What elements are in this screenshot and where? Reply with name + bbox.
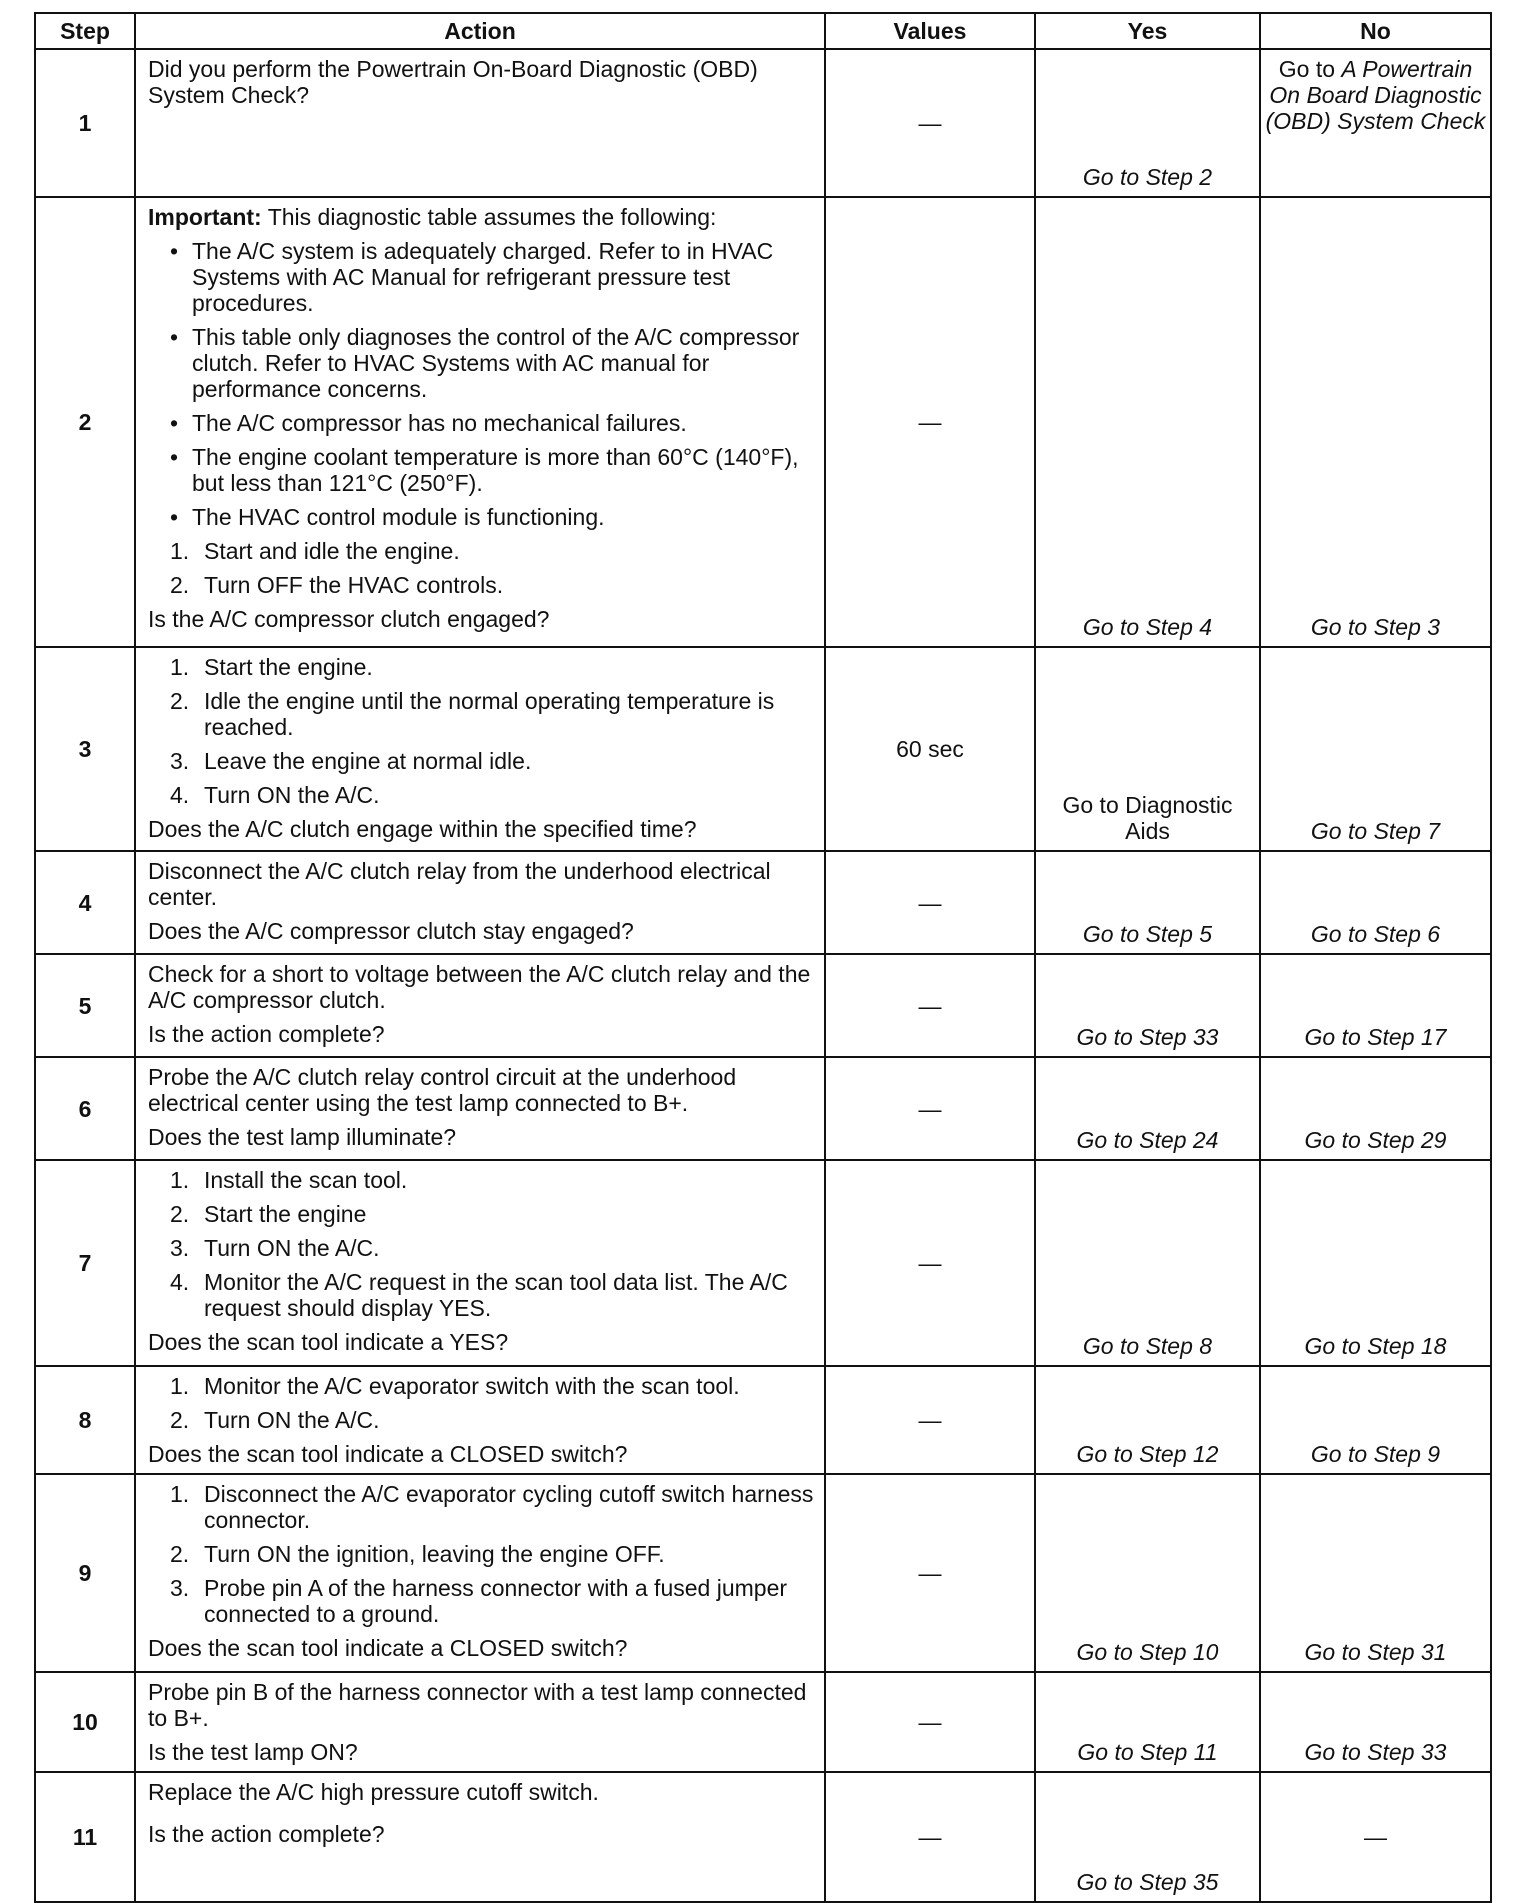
action-cell xyxy=(135,197,825,647)
yes-cell xyxy=(1035,851,1260,954)
question-text: Does the scan tool indicate a YES? xyxy=(148,1329,509,1355)
action-text: Check for a short to voltage between the A/C clutch relay and the A/C compressor clutch. xyxy=(148,961,811,1013)
yes-cell xyxy=(1035,1160,1260,1366)
action-cell xyxy=(135,1057,825,1160)
list-item: 1. Install the scan tool. xyxy=(170,1167,408,1193)
header-step: Step xyxy=(35,13,135,49)
yes-cell xyxy=(1035,1057,1260,1160)
list-item: • The HVAC control module is functioning. xyxy=(148,504,816,530)
values-cell: — xyxy=(825,1772,1035,1902)
step-number: 6 xyxy=(35,1057,135,1160)
yes-cell xyxy=(1035,1474,1260,1672)
question-text: Is the test lamp ON? xyxy=(148,1739,358,1765)
no-link[interactable]: Go to Step 9 xyxy=(1310,1441,1441,1467)
yes-link[interactable]: Go to Step 33 xyxy=(1076,1024,1219,1050)
list-item: 2. Turn ON the ignition, leaving the engine OFF. xyxy=(170,1541,665,1567)
no-cell: — xyxy=(1260,1772,1491,1902)
header-values: Values xyxy=(825,13,1035,49)
yes-cell xyxy=(1035,197,1260,647)
step-number: 9 xyxy=(35,1474,135,1672)
action-cell xyxy=(135,1366,825,1474)
step-number: 10 xyxy=(35,1672,135,1772)
step-number: 5 xyxy=(35,954,135,1057)
table-row xyxy=(35,851,1491,954)
list-item: • The A/C compressor has no mechanical failures. xyxy=(148,410,816,436)
procedure-list xyxy=(148,1167,816,1321)
list-item: 2. Idle the engine until the normal operating temperature is reached. xyxy=(170,688,775,740)
question-text: Does the scan tool indicate a CLOSED switch? xyxy=(148,1441,628,1467)
yes-cell xyxy=(1035,1772,1260,1902)
no-link[interactable]: Go to Step 17 xyxy=(1304,1024,1447,1050)
important-label: Important: xyxy=(148,204,262,230)
no-cell xyxy=(1260,647,1491,851)
list-item: 2. Turn ON the A/C. xyxy=(170,1407,380,1433)
important-text: This diagnostic table assumes the following: xyxy=(267,204,717,230)
table-row xyxy=(35,1366,1491,1474)
no-link[interactable]: Go to Step 31 xyxy=(1304,1639,1447,1665)
no-cell xyxy=(1260,851,1491,954)
list-item: 3. Turn ON the A/C. xyxy=(170,1235,380,1261)
no-link[interactable]: A Powertrain On Board Diagnostic (OBD) System Check xyxy=(1265,56,1486,134)
values-cell: — xyxy=(825,1366,1035,1474)
procedure-list xyxy=(148,538,816,598)
yes-link[interactable]: Go to Step 8 xyxy=(1082,1333,1213,1359)
table-row xyxy=(35,1672,1491,1772)
important-note xyxy=(148,204,816,230)
question-text: Does the scan tool indicate a CLOSED switch? xyxy=(148,1635,628,1661)
action-cell xyxy=(135,851,825,954)
yes-link[interactable]: Go to Step 5 xyxy=(1082,921,1213,947)
action-cell xyxy=(135,1772,825,1902)
values-cell: — xyxy=(825,851,1035,954)
table-row xyxy=(35,1474,1491,1672)
values-cell: — xyxy=(825,954,1035,1057)
list-item: 1. Monitor the A/C evaporator switch with the scan tool. xyxy=(170,1373,740,1399)
diagnostic-table xyxy=(34,12,1492,1903)
yes-link[interactable]: Go to Step 4 xyxy=(1082,614,1213,640)
yes-link[interactable]: Go to Diagnostic Aids xyxy=(1062,792,1233,844)
table-row xyxy=(35,647,1491,851)
action-cell xyxy=(135,1672,825,1772)
values-cell: — xyxy=(825,1160,1035,1366)
no-cell xyxy=(1260,1672,1491,1772)
question-text: Is the A/C compressor clutch engaged? xyxy=(148,606,550,632)
list-item: 4. Turn ON the A/C. xyxy=(170,782,380,808)
question-text: Is the action complete? xyxy=(148,1821,385,1847)
list-item: 2. Turn OFF the HVAC controls. xyxy=(170,572,504,598)
yes-link[interactable]: Go to Step 10 xyxy=(1076,1639,1219,1665)
procedure-list xyxy=(148,1373,816,1433)
action-text: Did you perform the Powertrain On-Board Diagnostic (OBD) System Check? xyxy=(148,56,758,108)
list-item: 1. Disconnect the A/C evaporator cycling cutoff switch harness connector. xyxy=(170,1481,814,1533)
list-item: 3. Leave the engine at normal idle. xyxy=(170,748,532,774)
no-cell xyxy=(1260,1057,1491,1160)
table-row xyxy=(35,954,1491,1057)
question-text: Does the A/C compressor clutch stay engaged? xyxy=(148,918,634,944)
table-row xyxy=(35,1057,1491,1160)
list-item: 1. Start the engine. xyxy=(170,654,373,680)
no-cell xyxy=(1260,954,1491,1057)
no-link[interactable]: Go to Step 33 xyxy=(1304,1739,1447,1765)
action-text: Disconnect the A/C clutch relay from the underhood electrical center. xyxy=(148,858,771,910)
list-item: • This table only diagnoses the control of the A/C compressor clutch. Refer to HVAC Systems with AC manual for performance concerns. xyxy=(148,324,816,402)
yes-link[interactable]: Go to Step 2 xyxy=(1082,164,1213,190)
no-link[interactable]: Go to Step 7 xyxy=(1310,818,1441,844)
no-link[interactable]: Go to Step 6 xyxy=(1310,921,1441,947)
no-cell xyxy=(1260,197,1491,647)
step-number: 4 xyxy=(35,851,135,954)
question-text: Does the test lamp illuminate? xyxy=(148,1124,457,1150)
step-number: 2 xyxy=(35,197,135,647)
header-yes: Yes xyxy=(1035,13,1260,49)
no-cell xyxy=(1260,1366,1491,1474)
values-cell: — xyxy=(825,197,1035,647)
procedure-list xyxy=(148,654,816,808)
step-number: 7 xyxy=(35,1160,135,1366)
action-cell xyxy=(135,1474,825,1672)
values-cell: — xyxy=(825,1672,1035,1772)
list-item: 2. Start the engine xyxy=(170,1201,367,1227)
yes-cell xyxy=(1035,49,1260,197)
no-cell xyxy=(1260,1474,1491,1672)
action-cell xyxy=(135,647,825,851)
yes-link[interactable]: Go to Step 11 xyxy=(1077,1739,1218,1765)
yes-cell xyxy=(1035,647,1260,851)
table-row xyxy=(35,49,1491,197)
no-cell xyxy=(1260,1160,1491,1366)
step-number: 1 xyxy=(35,49,135,197)
action-cell xyxy=(135,1160,825,1366)
action-text: Probe pin B of the harness connector with a test lamp connected to B+. xyxy=(148,1679,807,1731)
header-no: No xyxy=(1260,13,1491,49)
header-action: Action xyxy=(135,13,825,49)
diagnostic-table-container xyxy=(34,12,1490,1903)
values-cell: — xyxy=(825,1474,1035,1672)
action-cell xyxy=(135,49,825,197)
step-number: 3 xyxy=(35,647,135,851)
yes-cell xyxy=(1035,954,1260,1057)
procedure-list xyxy=(148,1481,816,1627)
yes-link[interactable]: Go to Step 35 xyxy=(1076,1869,1219,1895)
yes-cell xyxy=(1035,1672,1260,1772)
yes-cell xyxy=(1035,1366,1260,1474)
table-row xyxy=(35,1160,1491,1366)
action-text: Probe the A/C clutch relay control circuit at the underhood electrical center using the test lamp connected to B+. xyxy=(148,1064,737,1116)
list-item: 4. Monitor the A/C request in the scan tool data list. The A/C request should display YES. xyxy=(170,1269,788,1321)
no-link[interactable]: Go to Step 18 xyxy=(1304,1333,1447,1359)
action-cell xyxy=(135,954,825,1057)
list-item: • The engine coolant temperature is more than 60°C (140°F), but less than 121°C (250°F). xyxy=(148,444,816,496)
header-row xyxy=(35,13,1491,49)
no-prefix: Go to xyxy=(1278,56,1336,82)
list-item: 3. Probe pin A of the harness connector with a fused jumper connected to a ground. xyxy=(170,1575,788,1627)
action-text: Replace the A/C high pressure cutoff switch. xyxy=(148,1779,599,1805)
step-number: 8 xyxy=(35,1366,135,1474)
question-text: Does the A/C clutch engage within the specified time? xyxy=(148,816,697,842)
table-row xyxy=(35,197,1491,647)
step-number: 11 xyxy=(35,1772,135,1902)
list-item: • The A/C system is adequately charged. Refer to in HVAC Systems with AC Manual for refrigerant pressure test procedures. xyxy=(148,238,816,316)
values-cell: — xyxy=(825,1057,1035,1160)
no-link[interactable]: Go to Step 29 xyxy=(1304,1127,1447,1153)
list-item: 1. Start and idle the engine. xyxy=(170,538,460,564)
question-text: Is the action complete? xyxy=(148,1021,385,1047)
table-row xyxy=(35,1772,1491,1902)
values-cell: — xyxy=(825,49,1035,197)
values-cell: 60 sec xyxy=(825,647,1035,851)
yes-link[interactable]: Go to Step 24 xyxy=(1076,1127,1219,1153)
no-link[interactable]: Go to Step 3 xyxy=(1310,614,1441,640)
yes-link[interactable]: Go to Step 12 xyxy=(1076,1441,1219,1467)
no-cell xyxy=(1260,49,1491,197)
assumption-list xyxy=(148,238,816,530)
